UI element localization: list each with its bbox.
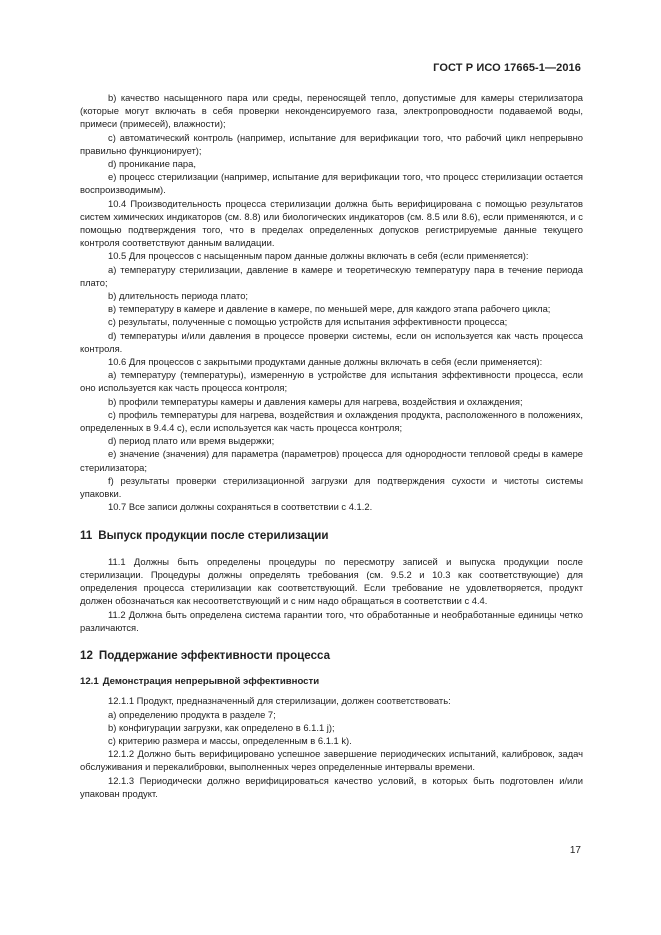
paragraph: c) критерию размера и массы, определенным в 6.1.1 k). bbox=[108, 734, 352, 746]
paragraph: a) температуру (температуры), измеренную в устройстве для испытания эффективности процесса, если оно используется как часть процесса контроля; bbox=[80, 369, 583, 394]
document-header: ГОСТ Р ИСО 17665-1—2016 bbox=[433, 62, 581, 74]
section-number: 11 bbox=[80, 528, 93, 542]
paragraph: d) проникание пара, bbox=[108, 158, 196, 170]
paragraph: e) процесс стерилизации (например, испытание для верификации того, что процесс стерилизации остается воспроизводимым). bbox=[80, 171, 583, 196]
paragraph: e) значение (значения) для параметра (параметров) процесса для однородности тепловой среды в камере стерилизатора; bbox=[80, 448, 583, 473]
document-body bbox=[80, 91, 583, 800]
section-title: Поддержание эффективности процесса bbox=[98, 648, 331, 662]
paragraph: a) определению продукта в разделе 7; bbox=[108, 708, 276, 720]
paragraph: 10.7 Все записи должны сохраняться в соответствии с 4.1.2. bbox=[108, 501, 373, 513]
paragraph: d) период плато или время выдержки; bbox=[108, 435, 275, 447]
paragraph: b) конфигурации загрузки, как определено в 6.1.1 j); bbox=[108, 721, 335, 733]
section-heading-12 bbox=[80, 649, 583, 662]
section-number: 12 bbox=[80, 648, 93, 662]
paragraph: 11.2 Должна быть определена система гарантии того, что обработанные и необработанные единицы четко различаются. bbox=[80, 608, 583, 633]
paragraph: 12.1.2 Должно быть верифицировано успешное завершение периодических испытаний, калибровок, задач обслуживания и перекалибровки, выполненных через определенные интервалы времени. bbox=[80, 748, 583, 773]
paragraph: d) температуры и/или давления в процессе проверки системы, если он используется как часть процесса контроля. bbox=[80, 329, 583, 354]
paragraph: c) результаты, полученные с помощью устройств для испытания эффективности процесса; bbox=[108, 316, 508, 328]
subsection-number: 12.1 bbox=[80, 676, 99, 688]
paragraph: b) качество насыщенного пара или среды, переносящей тепло, допустимые для камеры стерилизатора (которые могут включать в себя проверки неконденсируемого газа, электропроводности подаваемой воды, примеси (примесей), влажности); bbox=[80, 92, 583, 130]
paragraph: f) результаты проверки стерилизационной загрузки для подтверждения сухости и чистоты системы упаковки. bbox=[80, 474, 583, 500]
paragraph: c) профиль температуры для нагрева, воздействия и охлаждения продукта, расположенного в положениях, определенных в 9.4.4 c), если используется как часть процесса контроля; bbox=[80, 408, 583, 434]
paragraph: b) профили температуры камеры и давления камеры для нагрева, воздействия и охлаждения; bbox=[108, 395, 523, 407]
section-heading-11 bbox=[80, 529, 583, 542]
paragraph: в) температуру в камере и давление в камере, по меньшей мере, для каждого этапа рабочего цикла; bbox=[108, 303, 551, 315]
section-title: Выпуск продукции после стерилизации bbox=[98, 528, 329, 542]
paragraph: 10.6 Для процессов с закрытыми продуктами данные должны включать в себя (если применяется): bbox=[108, 356, 543, 368]
paragraph: 11.1 Должны быть определены процедуры по пересмотру записей и выпуска продукции после стерилизации. Процедуры должны определять требования (см. 9.5.2 и 10.3 как соответствующие) для определения процесса стерилизации как соответствующий. Если требование не удовлетворяется, продукт должен обозначаться как несоответствующий и с ним надо обращаться в соответствии с 4.4. bbox=[80, 555, 583, 607]
paragraph: 10.5 Для процессов с насыщенным паром данные должны включать в себя (если применяется): bbox=[108, 250, 529, 262]
paragraph: b) длительность периода плато; bbox=[108, 290, 249, 302]
paragraph: c) автоматический контроль (например, испытание для верификации того, что рабочий цикл непрерывно правильно функционирует); bbox=[80, 131, 583, 156]
paragraph: 12.1.1 Продукт, предназначенный для стерилизации, должен соответствовать: bbox=[108, 695, 451, 707]
subsection-title: Демонстрация непрерывной эффективности bbox=[102, 676, 320, 688]
paragraph: 10.4 Производительность процесса стерилизации должна быть верифицирована с помощью результатов систем химических индикаторов (см. 8.8) или биологических индикаторов (см. 8.5 или 8.6), если применяются, и с помощью подтверждения того, что в пределах определенных допусков регистрируемые данные текущего контроля соответствуют данным валидации. bbox=[80, 197, 583, 249]
subsection-heading-12-1 bbox=[80, 675, 583, 688]
paragraph: a) температуру стерилизации, давление в камере и теоретическую температуру пара в течение периода плато; bbox=[80, 263, 583, 288]
page-number: 17 bbox=[569, 845, 581, 856]
paragraph: 12.1.3 Периодически должно верифицироваться качество условий, в которых быть подготовлен и/или упакован продукт. bbox=[80, 774, 583, 799]
